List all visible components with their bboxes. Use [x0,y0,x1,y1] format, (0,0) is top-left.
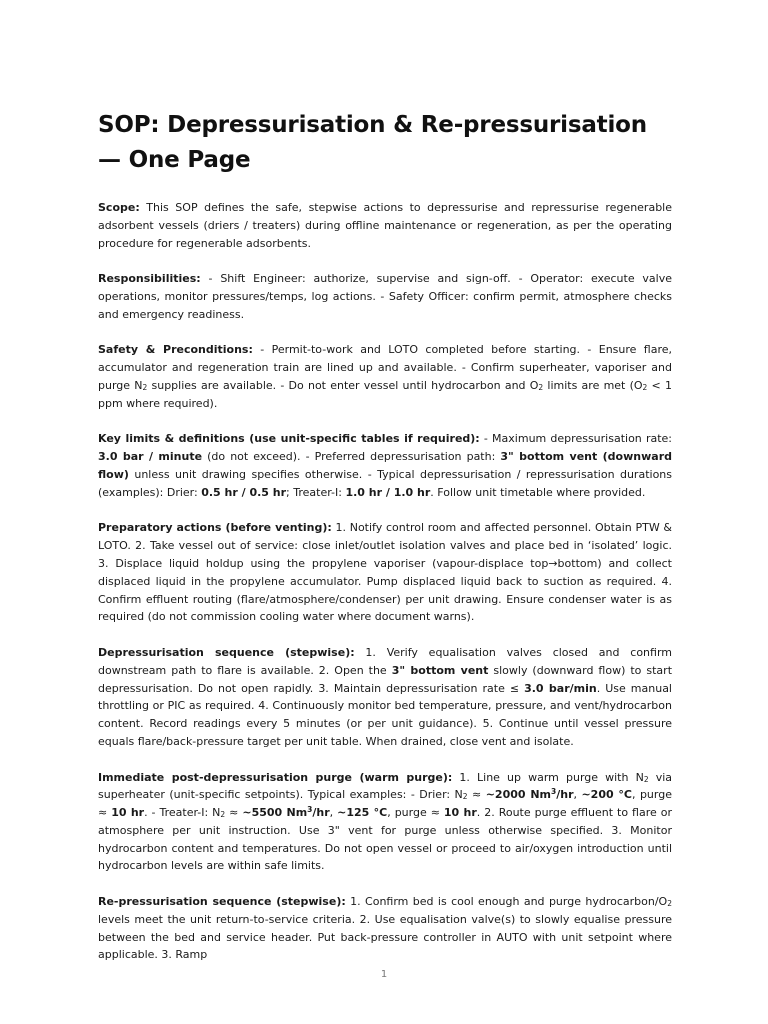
purge-text: . - Treater-I: N [144,806,221,820]
preparatory-text: 1. Notify control room and affected personnel. Obtain PTW & LOTO. 2. Take vessel out of service: close inlet/outlet isolation valves and place bed in ‘isolated’ logic. 3. Displace liquid holdup using the propylene vaporiser (vapour-displace top→bottom) and collect displaced liquid in the propylene accumulator. Pump displaced liquid back to suction as required. 4. Confirm effluent routing (flare/atmosphere/condenser) per unit drawing. Ensure condenser water is as required (do not commission cooling water where document warns). [98,521,672,624]
purge-text: ≈ [225,806,243,820]
purge-flow-value: ~5500 Nm [242,806,308,820]
purge-text: , [329,806,338,820]
purge-text: ≈ [467,788,486,802]
subscript: 2 [643,774,649,784]
purge-emphasis: 10 hr [111,806,145,820]
subscript: 2 [142,382,148,392]
purge-emphasis [486,788,574,801]
purge-text: , purge ≈ [98,788,672,820]
depressurisation-emphasis: 3" bottom vent [391,663,489,677]
repressurisation-text: levels meet the unit return-to-service criteria. 2. Use equalisation valve(s) to slowly equalise pressure between the bed and service header. Put back-pressure controller in AUTO with unit setpoint where applicable. 3. Ramp [98,912,672,962]
preparatory-heading: Preparatory actions (before venting): [98,521,332,535]
limits-paragraph [98,430,672,501]
subscript: 2 [642,382,648,392]
depressurisation-text: slowly (downward flow) to start depressurisation. Do not open rapidly. 3. Maintain depressurisation rate ≤ [98,663,673,695]
subscript: 2 [220,810,226,820]
repressurisation-paragraph [98,893,672,964]
responsibilities-text: - Shift Engineer: authorize, supervise and sign-off. - Operator: execute valve operations, monitor pressures/temps, log actions. - Safety Officer: confirm permit, atmosphere checks and emergency readiness. [98,272,673,321]
safety-text: supplies are available. - Do not enter vessel until hydrocarbon and O [147,378,539,392]
safety-text: < 1 ppm where required). [98,378,672,410]
depressurisation-emphasis: 3.0 bar/min [524,681,597,695]
depressurisation-text: . Use manual throttling or PIC as required. 4. Continuously monitor bed temperature, pressure, and vent/hydrocarbon content. Record readings every 5 minutes (or per unit guidance). 5. Continue until vessel pressure equals flare/back-pressure target per unit table. When drained, close vent and isolate. [98,681,672,748]
limits-text: - Maximum depressurisation rate: [479,432,672,446]
limits-text: . Follow unit timetable where provided. [430,485,646,499]
document-title: SOP: Depressurisation & Re-pressurisation — One Page [98,112,647,173]
depressurisation-paragraph [98,644,672,751]
purge-flow-unit: /hr [556,788,574,802]
depressurisation-heading: Depressurisation sequence (stepwise): [98,645,355,659]
document-page [98,108,672,982]
purge-flow-unit: /hr [312,806,330,820]
safety-text: - Permit-to-work and LOTO completed before starting. - Ensure flare, accumulator and regeneration train are lined up and available. - Confirm superheater, vaporiser and purge N [98,343,672,392]
limits-text: (do not exceed). - Preferred depressurisation path: [202,450,501,464]
safety-text: limits are met (O [543,378,643,392]
scope-paragraph [98,199,672,252]
depressurisation-text: 1. Verify equalisation valves closed and confirm downstream path to flare is available. 2. Open the [98,645,672,677]
responsibilities-heading: Responsibilities: [98,272,201,286]
purge-text: via superheater (unit-specific setpoints). Typical examples: - Drier: N [98,770,673,802]
purge-flow-value: ~2000 Nm [485,788,551,802]
limits-emphasis: 3" bottom vent (downward flow) [98,450,672,481]
safety-paragraph [98,341,672,412]
purge-text: 1. Line up warm purge with N [452,770,644,784]
preparatory-paragraph [98,519,672,626]
page-number: 1 [380,969,388,980]
limits-emphasis: 1.0 hr / 1.0 hr [345,485,431,499]
superscript: 3 [551,787,557,797]
limits-emphasis: 3.0 bar / minute [98,450,203,464]
limits-text: unless unit drawing specifies otherwise. - Typical depressurisation / repressurisation durations (examples): Drier: [98,467,672,499]
subscript: 2 [462,792,468,802]
repressurisation-heading: Re-pressurisation sequence (stepwise): [98,895,346,909]
scope-heading: Scope: [98,201,140,214]
limits-heading: Key limits & definitions (use unit-specific tables if required): [98,432,480,446]
purge-heading: Immediate post-depressurisation purge (warm purge): [98,770,453,784]
purge-emphasis: 10 hr [443,806,477,820]
limits-text: ; Treater-I: [286,485,346,499]
purge-text: . 2. Route purge effluent to flare or atmosphere per unit instruction. Use 3" vent for purge unless otherwise specified. 3. Monitor hydrocarbon content and temperatures. Do not open vessel or proceed to air/oxygen introduction until hydrocarbon levels are within safe limits. [98,806,672,873]
scope-text: This SOP defines the safe, stepwise actions to depressurise and repressurise regenerable adsorbent vessels (driers / treaters) during offline maintenance or regeneration, as per the operating procedure for regenerable adsorbents. [98,201,672,250]
purge-text: , purge ≈ [387,806,444,820]
subscript: 2 [538,382,544,392]
limits-emphasis: 0.5 hr / 0.5 hr [201,485,287,499]
purge-emphasis: ~125 °C [337,806,388,820]
responsibilities-paragraph [98,270,672,323]
safety-heading: Safety & Preconditions: [98,343,253,357]
purge-paragraph [98,769,672,876]
purge-emphasis: ~200 °C [581,788,632,802]
repressurisation-text: 1. Confirm bed is cool enough and purge hydrocarbon/O [345,895,668,909]
superscript: 3 [307,805,313,815]
purge-text: , [573,788,582,802]
purge-emphasis [242,806,329,819]
subscript: 2 [667,899,672,909]
